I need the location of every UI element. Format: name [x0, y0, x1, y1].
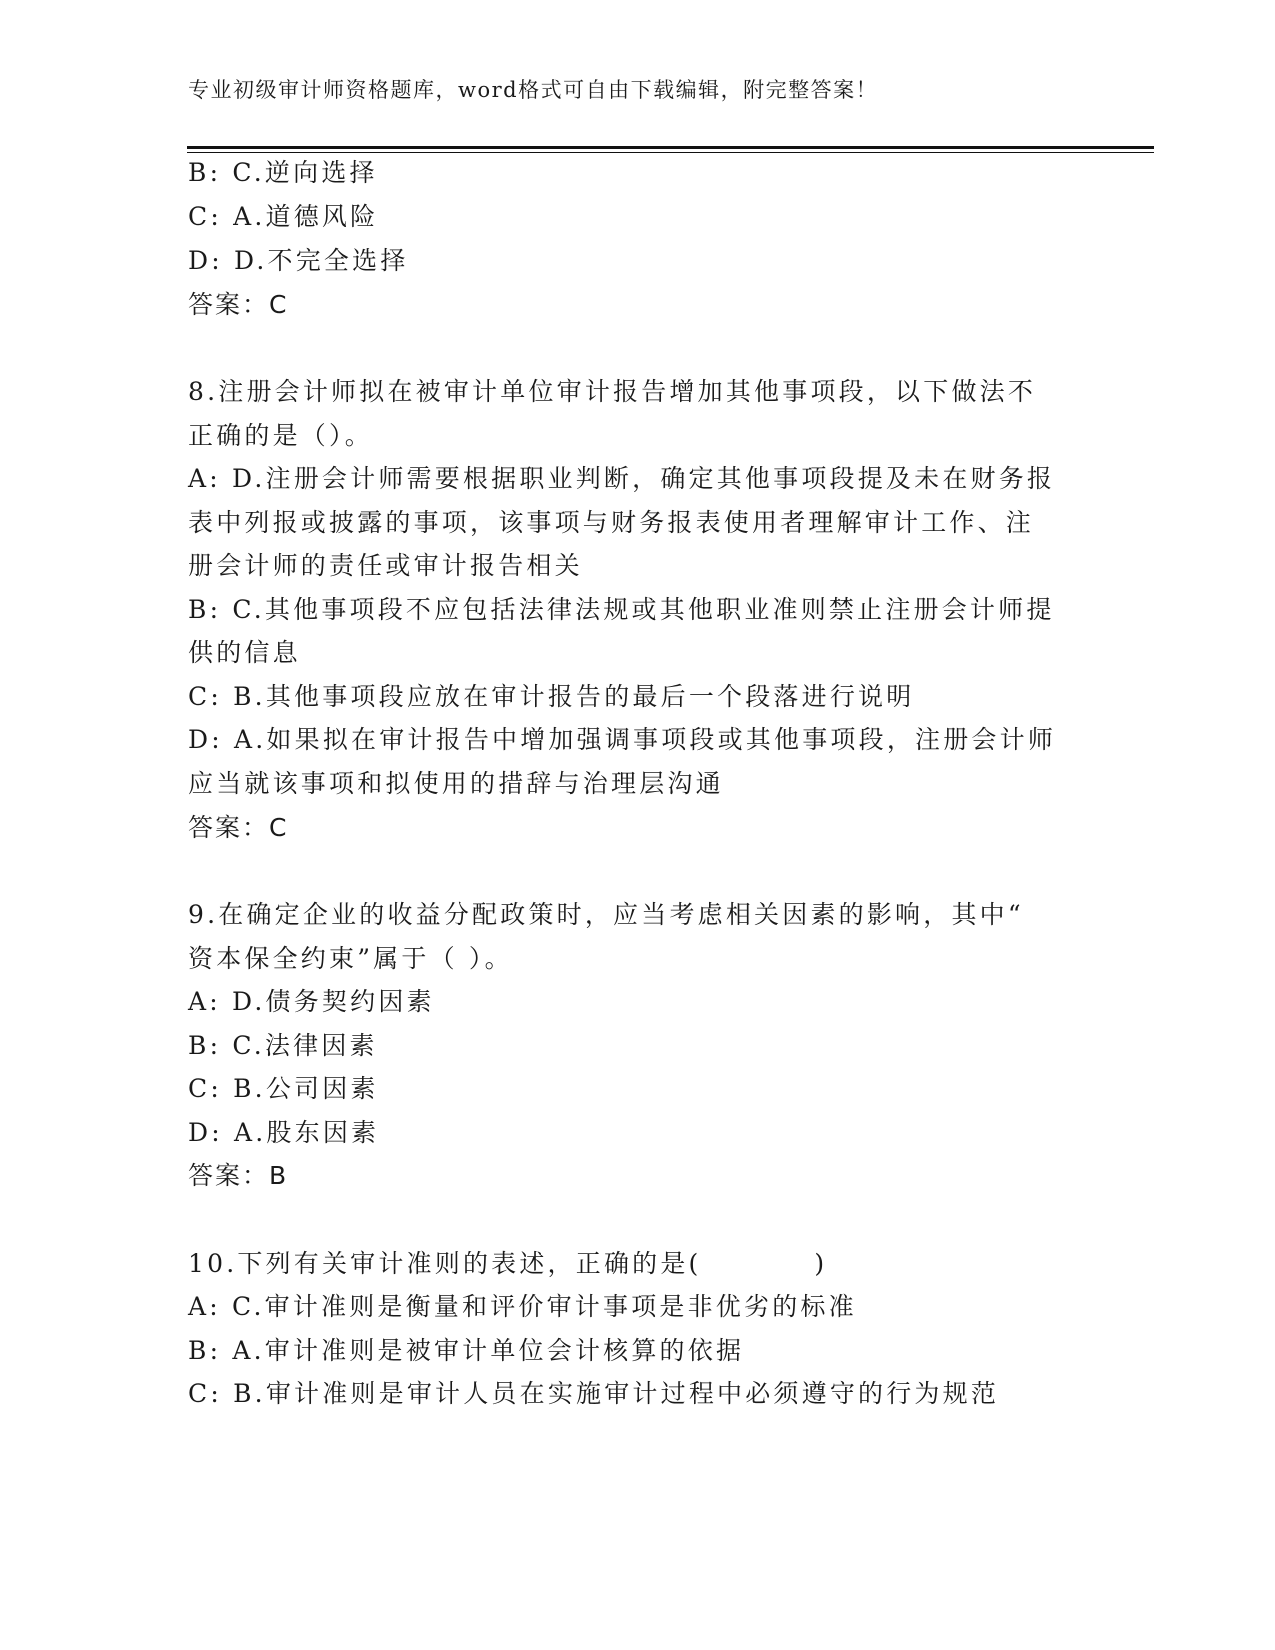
q7-answer: 答案：C: [188, 290, 289, 319]
q10-option-b: B: A.审计准则是被审计单位会计核算的依据: [188, 1336, 745, 1365]
header-rule-thin: [187, 152, 1154, 153]
q8-option-c: C: B.其他事项段应放在审计报告的最后一个段落进行说明: [188, 682, 915, 711]
page-header: 专业初级审计师资格题库，word格式可自由下载编辑，附完整答案！: [188, 78, 879, 102]
q7-option-c: C: A.道德风险: [188, 202, 379, 231]
q9-answer: 答案：B: [188, 1161, 289, 1190]
q8-answer: 答案：C: [188, 813, 289, 842]
q10-stem: 10.下列有关审计准则的表述，正确的是( ): [188, 1249, 828, 1278]
header-rule-thick: [187, 146, 1154, 149]
q8-stem-line-1: 8.注册会计师拟在被审计单位审计报告增加其他事项段，以下做法不: [188, 377, 1037, 406]
q7-option-b: B: C.逆向选择: [188, 158, 378, 187]
q8-option-a-line-1: A: D.注册会计师需要根据职业判断，确定其他事项段提及未在财务报: [188, 464, 1056, 493]
q8-option-d-line-1: D: A.如果拟在审计报告中增加强调事项段或其他事项段，注册会计师: [188, 725, 1057, 754]
q9-stem-line-1: 9.在确定企业的收益分配政策时，应当考虑相关因素的影响，其中“: [188, 900, 1024, 929]
q8-option-b-line-2: 供的信息: [188, 638, 301, 667]
q8-option-a-line-3: 册会计师的责任或审计报告相关: [188, 551, 583, 580]
q9-option-b: B: C.法律因素: [188, 1031, 378, 1060]
q9-option-d: D: A.股东因素: [188, 1118, 380, 1147]
q9-option-a: A: D.债务契约因素: [188, 987, 435, 1016]
q9-stem-line-2: 资本保全约束”属于（ ）。: [188, 944, 513, 973]
q8-stem-line-2: 正确的是（）。: [188, 421, 373, 450]
q7-option-d: D: D.不完全选择: [188, 246, 409, 275]
q8-option-b-line-1: B: C.其他事项段不应包括法律法规或其他职业准则禁止注册会计师提: [188, 595, 1055, 624]
q8-option-a-line-2: 表中列报或披露的事项，该事项与财务报表使用者理解审计工作、注: [188, 508, 1035, 537]
q10-option-c: C: B.审计准则是审计人员在实施审计过程中必须遵守的行为规范: [188, 1379, 1000, 1408]
q9-option-c: C: B.公司因素: [188, 1074, 379, 1103]
q8-option-d-line-2: 应当就该事项和拟使用的措辞与治理层沟通: [188, 769, 724, 798]
q10-option-a: A: C.审计准则是衡量和评价审计事项是非优劣的标准: [188, 1292, 857, 1321]
